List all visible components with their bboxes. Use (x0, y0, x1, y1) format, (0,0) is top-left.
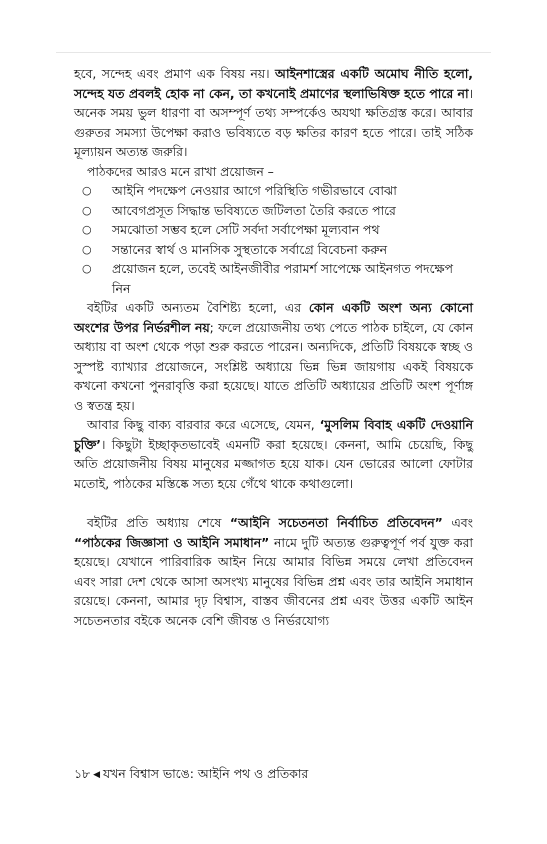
list-item-text: প্রয়োজন হলে, তবেই আইনজীবীর পরামর্শ সাপেক্ষে আইনগত পদক্ষেপ নিন (112, 261, 453, 296)
paragraph-2-emphasis: কোন একটি অংশ অন্য কোনো অংশের উপর নির্ভরশীল নয় (74, 300, 474, 335)
hollow-circle-icon: ○ (82, 242, 92, 256)
list-item (74, 259, 473, 298)
paragraph-3-text-end: । কিছুটা ইচ্ছাকৃতভাবেই এমনটি করা হয়েছে। কেননা, আমি চেয়েছি, কিছু অতি প্রয়োজনীয় বিষয় মানুষের মজ্জাগত হয়ে যাক। যেন ভোরের আলো ফোটার মতোই, পাঠকের মস্তিষ্কে সত্য হয়ে গেঁথে থাকে কথাগুলো। (74, 436, 473, 491)
paragraph-3-text: আবার কিছু বাক্য বারবার করে এসেছে, যেমন, (87, 417, 320, 432)
list-item-text: আবেগপ্রসূত সিদ্ধান্ত ভবিষ্যতে জটিলতা তৈরি করতে পারে (112, 202, 396, 218)
page-top-divider (56, 52, 491, 53)
paragraph-2-text: বইটির একটি অন্যতম বৈশিষ্ট্য হলো, এর (87, 300, 309, 315)
list-intro: পাঠকদের আরও মনে রাখা প্রয়োজন – (87, 163, 274, 179)
list-item-text: আইনি পদক্ষেপ নেওয়ার আগে পরিস্থিতি গভীরভাবে বোঝা (112, 183, 397, 198)
paragraph-4 (74, 513, 473, 630)
list-item (74, 201, 473, 221)
list-item-text: সমঝোতা সম্ভব হলে সেটি সর্বদা সর্বাপেক্ষা মূল্যবান পথ (112, 222, 380, 237)
paragraph-4-text-end: নামে দুটি অত্যন্ত গুরুত্বপূর্ণ পর্ব যুক্ত করা হয়েছে। যেখানে পারিবারিক আইন নিয়ে আমার বিভিন্ন সময়ে লেখা প্রতিবেদন এবং সারা দেশ থেকে আসা অসংখ্য মানুষের বিভিন্ন প্রশ্ন এবং তার আইনি সমাধান রয়েছে। কেননা, আমার দৃঢ় বিশ্বাস, বাস্তব জীবনের প্রশ্ন এবং উত্তর একটি আইন সচেতনতার বইকে অনেক বেশি জীবন্ত ও নির্ভরযোগ্য (74, 534, 474, 628)
paragraph-1-emphasis: আইনশাস্ত্রের একটি অমোঘ নীতি হলো, সন্দেহ যত প্রবলই হোক না কেন, তা কখনোই প্রমাণের স্থলাভিষিক্ত হতে পারে না (74, 66, 474, 101)
body-text (74, 64, 473, 630)
running-title: যখন বিশ্বাস ভাঙে: আইনি পথ ও প্রতিকার (103, 766, 309, 781)
hollow-circle-icon: ○ (82, 262, 92, 275)
page-footer (74, 765, 308, 785)
paragraph-3 (74, 415, 473, 493)
paragraph-4-text-mid: এবং (442, 515, 473, 530)
paragraph-2-text-end: ; ফলে প্রয়োজনীয় তথ্য পেতে পাঠক চাইলে, যে কোন অধ্যায় বা অংশ থেকে পড়া শুরু করতে পারেন। অন্যদিকে, প্রতিটি বিষয়কে স্বচ্ছ ও সুস্পষ্ট ব্যাখ্যার প্রয়োজনে, সংশ্লিষ্ট অধ্যায়ে ভিন্ন ভিন্ন জায়গায় একই বিষয়কে কখনো কখনো পুনরাবৃত্তি করা হয়েছে। যাতে প্রতিটি অধ্যায়ের প্রতিটি অংশ পূর্ণাঙ্গ ও স্বতন্ত্র হয়। (74, 319, 473, 413)
paragraph-1-text: হবে, সন্দেহ এবং প্রমাণ এক বিষয় নয়। (74, 66, 275, 81)
paragraph-1-text-end: । অনেক সময় ভুল ধারণা বা অসম্পূর্ণ তথ্য সম্পর্কেও অযথা ক্ষতিগ্রস্ত করে। আবার গুরুতর সমস্যা উপেক্ষা করাও ভবিষ্যতে বড় ক্ষতির কারণ হতে পারে। তাই সঠিক মূল্যায়ন অত্যন্ত জরুরি। (74, 85, 473, 159)
list-item (74, 240, 473, 260)
bullet-list (74, 181, 473, 298)
hollow-circle-icon: ○ (82, 223, 92, 236)
paragraph-4-emphasis-1: “আইনি সচেতনতা নির্বাচিত প্রতিবেদন” (229, 515, 443, 530)
paragraph-2 (74, 298, 473, 415)
paragraph-4-text: বইটির প্রতি অধ্যায় শেষে (87, 515, 230, 530)
page-number: ১৮ (74, 766, 91, 781)
hollow-circle-icon: ○ (82, 184, 92, 197)
list-item-text: সন্তানের স্বার্থ ও মানসিক সুস্থতাকে সর্বাগ্রে বিবেচনা করুন (112, 241, 388, 257)
paragraph-3-emphasis: ‘মুসলিম বিবাহ একটি দেওয়ানি চুক্তি’ (74, 417, 473, 452)
list-item (74, 181, 473, 201)
hollow-circle-icon: ○ (82, 203, 92, 217)
paragraph-1 (74, 64, 473, 162)
triangle-left-icon: ◀ (93, 770, 101, 780)
paragraph-gap (74, 493, 473, 513)
paragraph-4-emphasis-2: “পাঠকের জিজ্ঞাসা ও আইনি সমাধান” (74, 534, 270, 550)
list-item (74, 220, 473, 240)
